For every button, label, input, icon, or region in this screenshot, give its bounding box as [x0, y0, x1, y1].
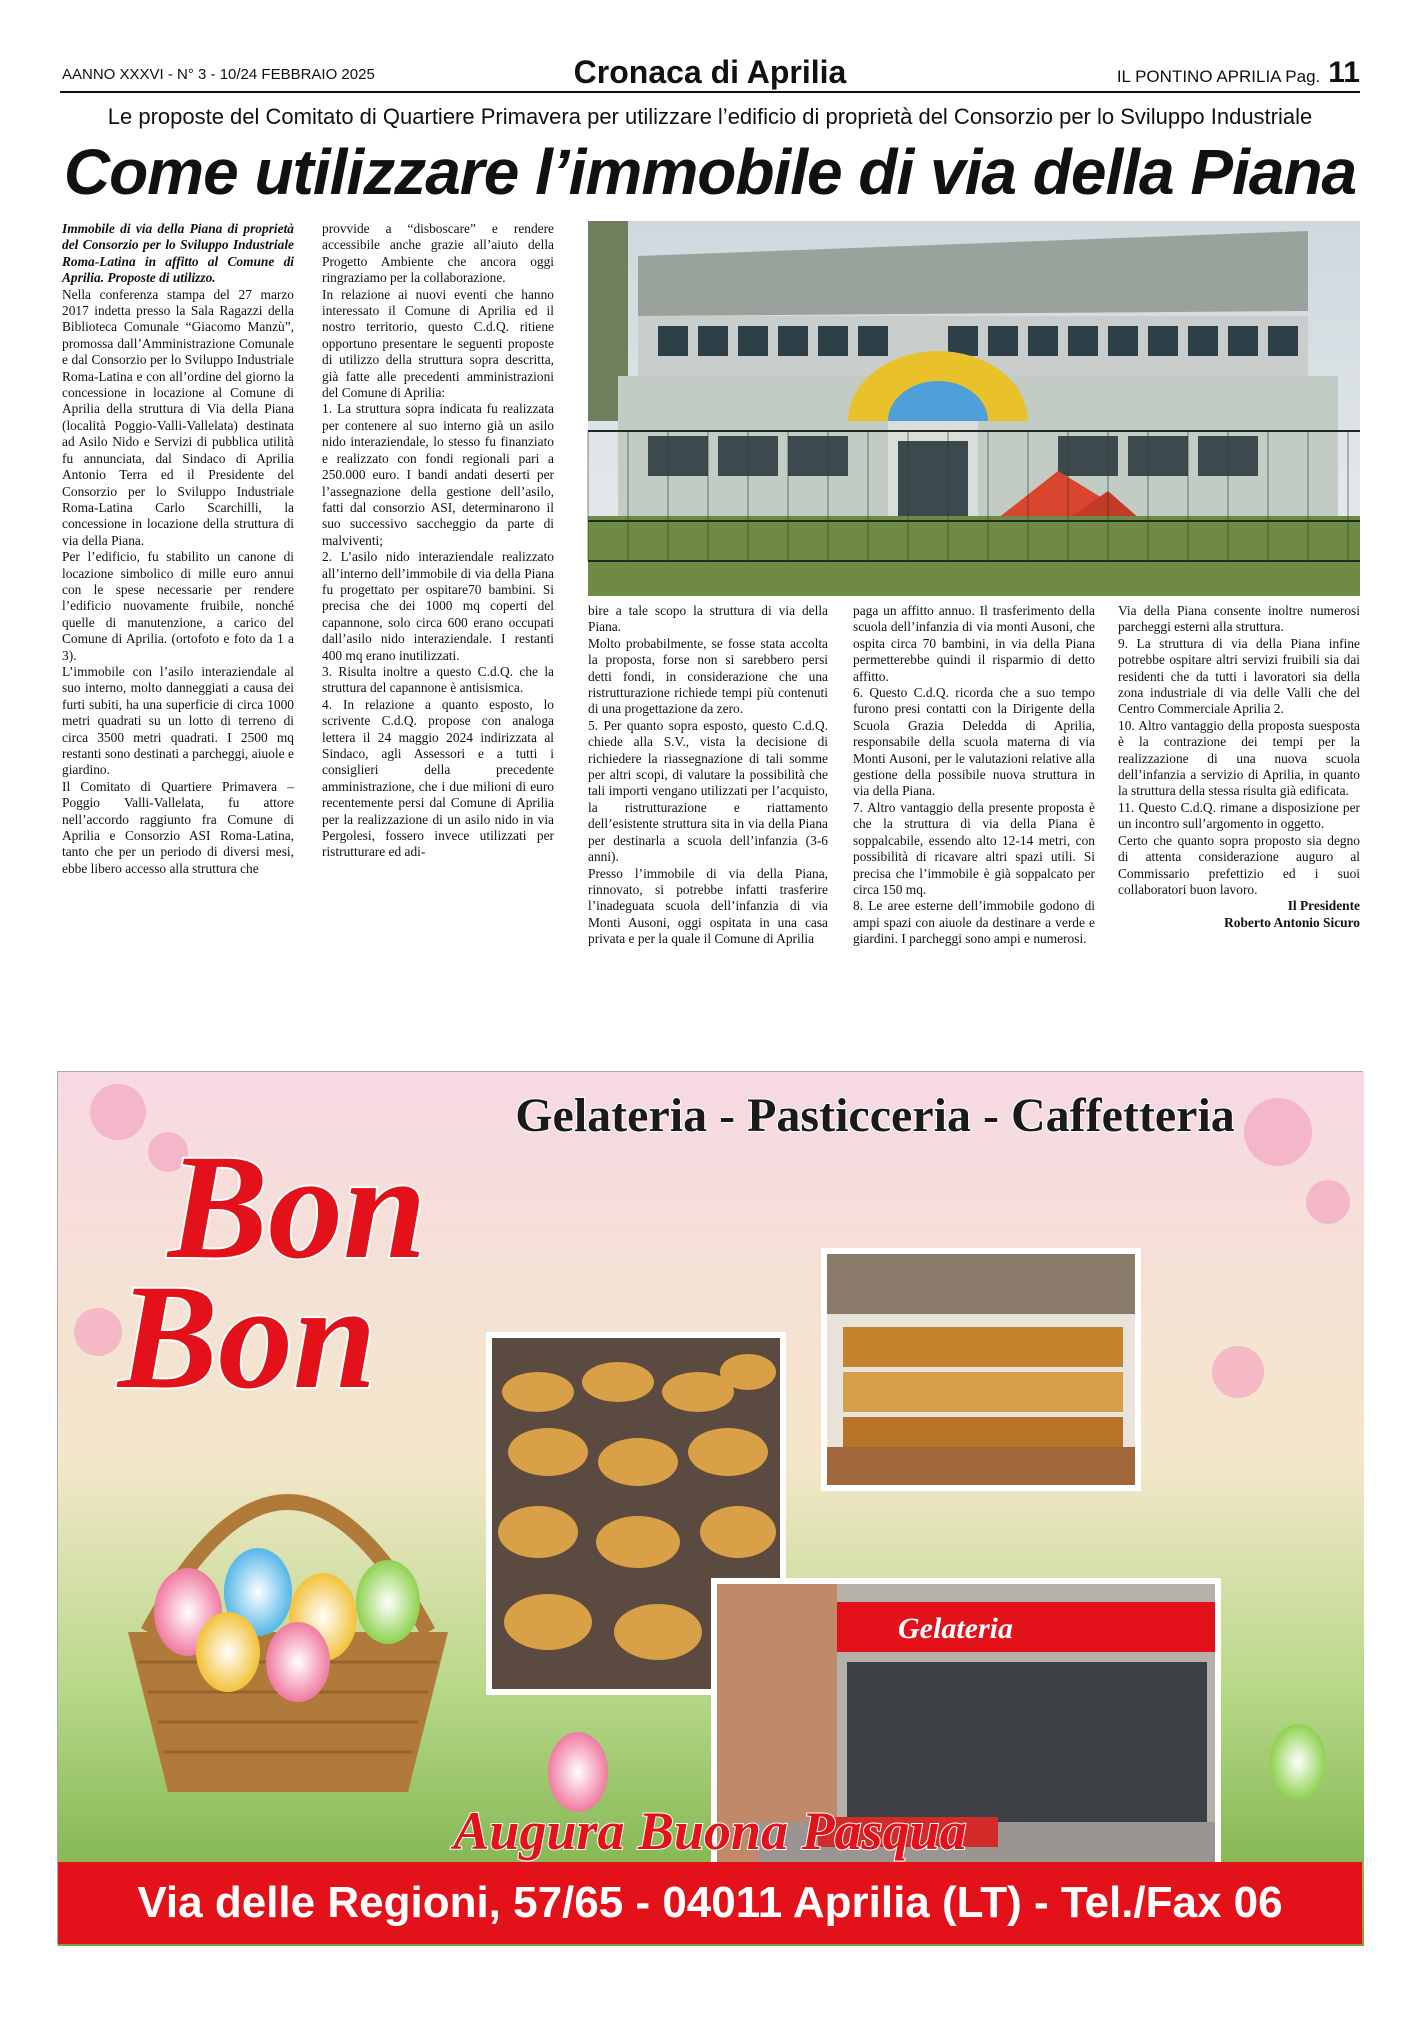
article-subhead: Le proposte del Comitato di Quartiere Primavera per utilizzare l’edificio di proprietà del Consorzio per lo Sviluppo Industriale: [107, 104, 1313, 129]
paragraph: 9. La struttura di via della Piana infine potrebbe ospitare altri servizi fruibili sia dai residenti che da tutti i lavoratori sia della zona industriale di via delle Valli che del Centro Commerciale Aprilia 2.: [1118, 635, 1360, 717]
paragraph: Nella conferenza stampa del 27 marzo 2017 indetta presso la Sala Ragazzi della Biblioteca Comunale “Giacomo Manzù”, promossa dall’Amministrazione Comunale e dal Consorzio per lo Sviluppo Industriale Roma-Latina e con all’ordine del giorno la concessione in locazione al Comune di Aprilia della struttura di Via della Piana (località Poggio-Valli-Vallelata) destinata ad Asilo Nido e Servizi di pubblica utilità fu annunciata, dal Sindaco di Aprilia Antonio Terra ed il Presidente del Consorzio per lo Sviluppo Industriale Roma-Latina Carlo Scarchilli, la concessione in locazione della struttura di via della Piana.: [62, 286, 294, 548]
signature-name: Roberto Antonio Sicuro: [1224, 914, 1360, 930]
paragraph: 5. Per quanto sopra esposto, questo C.d.Q. chiede alla S.V., vista la decisione di richiedere la riassegnazione di tali somme per altri scopi, di valutare la possibilità che tali importi vengano utilizzati per l’acquisto, la ristrutturazione e riattamento dell’esistente struttura sita in via della Piana per destinarla a scuola dell’infanzia (3-6 anni).: [588, 717, 828, 865]
article-column-1: [62, 221, 294, 1046]
paragraph: Molto probabilmente, se fosse stata accolta la proposta, forse non si sarebbero persi detti fondi, in considerazione che una ristrutturazione richiede tempi più contenuti di una progettazione da zero.: [588, 635, 828, 717]
display-case-photo: [821, 1248, 1141, 1491]
article-column-5: [1118, 603, 1360, 1046]
paragraph: In relazione ai nuovi eventi che hanno interessato il Comune di Aprilia ed il nostro territorio, questo C.d.Q. ritiene opportuno presentare le seguenti proposte di utilizzo della struttura sopra descritta, già fatte alle precedenti amministrazioni del Comune di Aprilia:: [322, 286, 554, 401]
paragraph: Presso l’immobile di via della Piana, rinnovato, si potrebbe infatti trasferire l’inadeguata scuola dell’infanzia di via Monti Ausoni, oggi ospitata in una casa privata e per la quale il Comune di Aprilia: [588, 865, 828, 947]
section-title: Cronaca di Aprilia: [573, 54, 847, 90]
paragraph: 2. L’asilo nido interaziendale realizzato all’interno dell’immobile di via della Piana fu progettato per ospitare70 bambini. Si precisa che dei 1000 mq coperti del capannone, solo circa 600 erano occupati dall’asilo nido interaziendale. I restanti 400 mq erano inutilizzati.: [322, 549, 554, 663]
article-lead: Immobile di via della Piana di proprietà del Consorzio per lo Sviluppo Industriale Roma-Latina in affitto al Comune di Aprilia. Proposte di utilizzo.: [62, 221, 294, 286]
signature-role: Il Presidente: [1287, 898, 1360, 914]
ad-slogan: Augura Buona Pasqua: [453, 1801, 967, 1861]
shop-sign-text: Gelateria: [898, 1612, 1013, 1645]
paragraph: 4. In relazione a quanto esposto, lo scrivente C.d.Q. propose con analoga lettera il 24 maggio 2024 indirizzata al Sindaco, agli Assessori e a tutti i consiglieri della precedente amministrazione, che i due milioni di euro recentemente persi dal Comune di Aprilia per la realizzazione di un asilo nido in via Pergolesi, fossero invece utilizzati per ristrutturare ed adi-: [322, 696, 554, 860]
paragraph: 1. La struttura sopra indicata fu realizzata per contenere al suo interno già un asilo nido interaziendale, lo stesso fu finanziato e realizzato con fondi regionali pari a 250.000 euro. I bandi andati deserti per l’assegnazione della gestione dell’asilo, fatti dal consorzio ASI, determinarono il suo successivo saccheggio da parte di malviventi;: [322, 401, 554, 548]
article-column-2: [322, 221, 554, 1046]
paragraph: L’immobile con l’asilo interaziendale al suo interno, molto danneggiati a causa dei furti subiti, ha una superficie di circa 1000 metri quadrati su un lotto di terreno di circa 3500 metri quadrati. I 2500 mq restanti sono destinati a parcheggi, aiuole e giardino.: [62, 663, 294, 778]
paragraph: 7. Altro vantaggio della presente proposta è che la struttura di via della Piana è soppalcabile, essendo alto 12-14 metri, con possibilità di ricavare altri spazi utili. Si precisa che l’immobile è già soppalcato per circa 150 mq.: [853, 799, 1095, 897]
issue-info: AANNO XXXVI - N° 3 - 10/24 FEBBRAIO 2025: [62, 66, 375, 83]
ad-address-bar: Via delle Regioni, 57/65 - 04011 Aprilia (LT) - Tel./Fax 06 92702526: [58, 1862, 1362, 1944]
paragraph: 11. Questo C.d.Q. rimane a disposizione per un incontro sull’argomento in oggetto.: [1118, 799, 1360, 832]
article-column-4: [853, 603, 1095, 1046]
paragraph: Via della Piana consente inoltre numerosi parcheggi esterni alla struttura.: [1118, 603, 1360, 635]
ad-title-text: Gelateria - Pasticceria - Caffetteria: [515, 1089, 1235, 1142]
paragraph: 8. Le aree esterne dell’immobile godono di ampi spazi con aiuole da destinare a verde e giardini. I parcheggi sono ampi e numerosi.: [853, 898, 1095, 947]
brand-logo-line1: Bon: [168, 1124, 427, 1290]
article-column-3: [588, 603, 828, 1046]
bonbon-advertisement: [57, 1071, 1363, 2009]
paragraph: 10. Altro vantaggio della proposta suesposta è la contrazione dei tempi per la realizzazione di una nuova scuola dell’infanzia a servizio di Aprilia, in quanto la struttura della stessa risulta già edificata.: [1118, 717, 1360, 799]
brand-logo-line2: Bon: [118, 1254, 377, 1420]
building-photo: [588, 221, 1360, 596]
paragraph: 3. Risulta inoltre a questo C.d.Q. che la struttura del capannone è antisismica.: [322, 663, 554, 696]
paper-name: [1117, 56, 1360, 90]
header-rule: [60, 91, 1360, 93]
paragraph: 6. Questo C.d.Q. ricorda che a suo tempo furono presi contatti con la Dirigente della Scuola Grazia Deledda di Aprilia, responsabile della scuola materna di via Monti Ausoni, per le valutazioni relative alla gestione della possibile nuova struttura in via della Piana.: [853, 685, 1095, 799]
paragraph: bire a tale scopo la struttura di via della Piana.: [588, 603, 828, 635]
paragraph: Il Comitato di Quartiere Primavera – Poggio Valli-Vallelata, fu attore nell’accordo raggiunto fra Comune di Aprilia e Consorzio ASI Roma-Latina, tanto che per un periodo di diversi mesi, ebbe libero accesso alla struttura che: [62, 778, 294, 876]
paper-label: IL PONTINO APRILIA Pag.: [1116, 67, 1321, 86]
paragraph: Per l’edificio, fu stabilito un canone di locazione simbolico di mille euro annui con le spese necessarie per rendere l’edificio nuovamente fruibile, nonché quelle di manutenzione, a carico del Comune di Aprilia. (ortofoto e foto da 1 a 3).: [62, 549, 294, 663]
article-headline: Come utilizzare l’immobile di via della Piana: [63, 136, 1357, 208]
paragraph: provvide a “disboscare” e rendere accessibile anche grazie all’aiuto della Progetto Ambiente che ancora oggi ringraziamo per la collaborazione.: [322, 221, 554, 286]
page-number: 11: [1328, 56, 1360, 89]
paragraph: Certo che quanto sopra proposto sia degno di attenta considerazione auguro al Commissario prefettizio ed i suoi collaboratori buon lavoro.: [1118, 832, 1360, 897]
paragraph: paga un affitto annuo. Il trasferimento della scuola dell’infanzia di via monti Ausoni, che ospita circa 70 bambini, in via della Piana permetterebbe quindi il risparmio di detto affitto.: [853, 603, 1095, 684]
